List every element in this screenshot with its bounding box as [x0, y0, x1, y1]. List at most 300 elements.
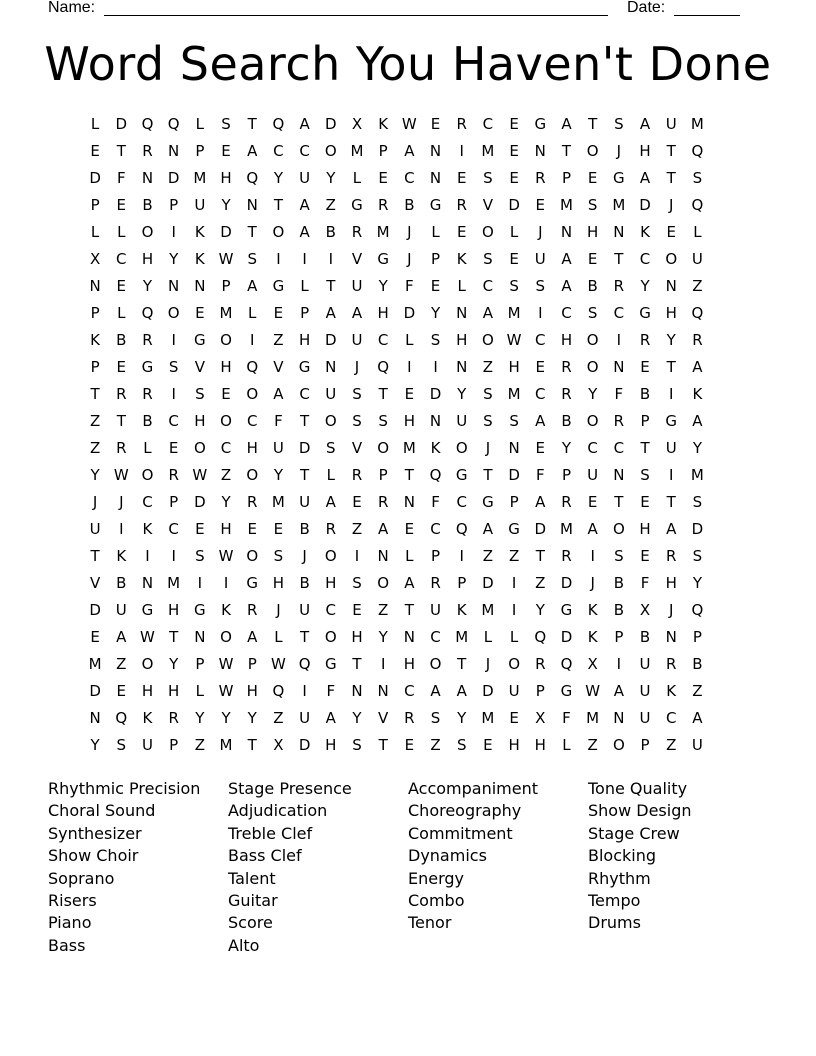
word-item: Combo [408, 890, 465, 910]
grid-letter: M [481, 709, 495, 727]
grid-letter: K [116, 547, 127, 565]
grid-letter: H [351, 628, 363, 646]
grid-letter: D [89, 169, 101, 187]
grid-letter: M [586, 709, 600, 727]
grid-letter: K [587, 601, 598, 619]
grid-letter: I [302, 250, 307, 268]
grid-letter: K [194, 250, 205, 268]
grid-letter: E [430, 115, 441, 133]
grid-letter: I [197, 574, 203, 592]
grid-letter: G [482, 493, 494, 511]
grid-letter: D [691, 520, 704, 538]
grid-letter: O [246, 385, 259, 403]
word-item: Risers [48, 890, 97, 910]
grid-row [82, 381, 711, 408]
puzzle-title: Word Search You Haven't Done [44, 37, 772, 91]
grid-letter: L [117, 304, 126, 322]
grid-letter: L [483, 628, 493, 646]
grid-letter: R [351, 223, 363, 241]
grid-letter: Z [482, 358, 494, 376]
grid-letter: B [639, 385, 651, 403]
grid-letter: N [665, 628, 677, 646]
grid-letter: W [506, 331, 522, 349]
grid-letter: A [587, 520, 598, 538]
grid-letter: G [324, 655, 337, 673]
grid-letter: C [482, 277, 494, 295]
grid-letter: S [483, 412, 493, 430]
grid-letter: H [141, 682, 154, 700]
grid-letter: Y [588, 385, 598, 403]
grid-letter: T [535, 547, 545, 565]
grid-letter: S [430, 709, 441, 727]
word-item: Accompaniment [408, 779, 539, 798]
grid-letter: E [195, 520, 205, 538]
grid-letter: Y [666, 331, 676, 349]
grid-letter: O [586, 412, 599, 430]
grid-letter: L [352, 169, 362, 187]
grid-letter: Q [560, 655, 573, 673]
grid-letter: K [194, 223, 205, 241]
grid-letter: D [403, 304, 416, 322]
grid-letter: J [590, 574, 595, 592]
grid-letter: T [169, 628, 179, 646]
grid-letter: A [639, 115, 651, 133]
grid-row [82, 138, 711, 165]
grid-letter: S [352, 574, 362, 592]
grid-row [82, 111, 711, 138]
grid-letter: B [142, 412, 153, 430]
grid-letter: Q [534, 628, 547, 646]
grid-letter: C [430, 628, 441, 646]
grid-letter: U [325, 385, 337, 403]
grid-letter: Q [115, 709, 128, 727]
grid-letter: W [401, 115, 417, 133]
grid-letter: X [535, 709, 546, 727]
grid-letter: S [430, 331, 441, 349]
grid-letter: V [194, 358, 205, 376]
grid-letter: E [640, 358, 650, 376]
grid-letter: Y [221, 709, 231, 727]
grid-letter: N [429, 169, 442, 187]
grid-letter: Z [351, 520, 363, 538]
grid-letter: M [455, 628, 469, 646]
grid-letter: N [403, 628, 415, 646]
grid-letter: Z [430, 736, 441, 754]
grid-letter: A [692, 358, 703, 376]
word-item: Treble Clef [228, 823, 313, 843]
grid-letter: O [272, 223, 285, 241]
grid-letter: D [482, 574, 494, 592]
word-item: Bass Clef [228, 846, 302, 866]
grid-letter: L [143, 439, 152, 457]
grid-letter: P [561, 466, 571, 484]
grid-letter: G [508, 520, 520, 538]
grid-row [82, 678, 711, 705]
grid-letter: Z [692, 277, 703, 295]
word-list-column [48, 778, 228, 957]
grid-letter: F [326, 682, 336, 700]
grid-letter: O [586, 331, 599, 349]
grid-letter: U [89, 520, 101, 538]
grid-letter: G [639, 304, 651, 322]
grid-letter: D [534, 520, 547, 538]
grid-letter: F [535, 466, 545, 484]
grid-letter: S [116, 736, 127, 754]
grid-letter: D [325, 331, 337, 349]
grid-letter: C [325, 601, 337, 619]
grid-letter: C [377, 331, 389, 349]
grid-letter: R [351, 466, 363, 484]
grid-letter: E [456, 169, 467, 187]
grid-letter: H [534, 736, 546, 754]
grid-letter: E [247, 520, 257, 538]
grid-letter: P [90, 196, 100, 214]
word-item: Piano [48, 913, 92, 933]
grid-letter: L [90, 223, 100, 241]
grid-letter: A [456, 682, 467, 700]
grid-letter: Q [272, 682, 285, 700]
grid-letter: E [273, 520, 284, 538]
grid-letter: G [194, 331, 206, 349]
date-line [674, 15, 740, 16]
grid-letter: P [431, 547, 441, 565]
grid-letter: E [352, 493, 362, 511]
grid-letter: Q [691, 304, 704, 322]
grid-letter: O [220, 412, 232, 430]
grid-letter: Q [246, 169, 259, 187]
grid-letter: R [247, 493, 258, 511]
grid-letter: A [613, 682, 624, 700]
grid-letter: T [457, 655, 467, 673]
grid-letter: A [325, 304, 336, 322]
grid-letter: M [350, 142, 364, 160]
grid-letter: Y [457, 709, 467, 727]
grid-letter: P [247, 655, 257, 673]
grid-letter: O [377, 574, 390, 592]
grid-letter: I [171, 547, 176, 565]
grid-letter: C [273, 142, 284, 160]
grid-letter: C [665, 709, 677, 727]
grid-letter: R [613, 277, 625, 295]
grid-letter: C [482, 115, 494, 133]
grid-letter: S [195, 385, 205, 403]
grid-letter: C [404, 169, 415, 187]
grid-letter: P [457, 574, 467, 592]
grid-letter: R [325, 520, 336, 538]
grid-letter: J [354, 358, 360, 376]
grid-letter: I [171, 223, 176, 241]
grid-row [82, 624, 711, 651]
grid-letter: E [483, 736, 493, 754]
grid-letter: T [116, 142, 126, 160]
grid-letter: M [481, 601, 495, 619]
grid-letter: X [89, 250, 101, 268]
grid-letter: K [90, 331, 101, 349]
grid-letter: C [535, 331, 546, 349]
grid-letter: K [142, 709, 153, 727]
grid-letter: T [116, 412, 126, 430]
grid-letter: S [352, 412, 362, 430]
grid-letter: S [352, 385, 362, 403]
grid-letter: R [561, 547, 572, 565]
grid-letter: C [613, 439, 625, 457]
grid-letter: U [351, 277, 363, 295]
grid-letter: E [90, 628, 100, 646]
grid-letter: U [272, 439, 284, 457]
grid-letter: U [299, 169, 311, 187]
grid-letter: Y [169, 655, 179, 673]
grid-letter: Q [377, 358, 390, 376]
grid-letter: I [380, 655, 386, 673]
grid-row [82, 651, 711, 678]
grid-letter: J [485, 655, 491, 673]
grid-letter: J [616, 142, 622, 160]
name-line [104, 15, 608, 16]
grid-letter: L [562, 736, 571, 754]
grid-letter: P [169, 736, 179, 754]
grid-letter: G [272, 277, 285, 295]
grid-letter: Q [246, 358, 259, 376]
grid-row [82, 408, 711, 435]
grid-row [82, 543, 711, 570]
grid-letter: O [141, 223, 154, 241]
word-item: Guitar [228, 890, 278, 910]
grid-letter: D [220, 223, 232, 241]
grid-letter: R [168, 709, 179, 727]
grid-letter: X [587, 655, 598, 673]
grid-letter: P [90, 304, 100, 322]
word-item: Choreography [408, 801, 522, 821]
grid-letter: P [561, 169, 571, 187]
grid-letter: H [403, 655, 415, 673]
grid-letter: H [298, 331, 311, 349]
grid-letter: L [117, 223, 126, 241]
grid-letter: F [431, 493, 440, 511]
grid-letter: G [194, 601, 206, 619]
grid-letter: T [666, 358, 676, 376]
grid-letter: V [89, 574, 101, 592]
grid-letter: T [300, 466, 310, 484]
grid-letter: M [612, 196, 626, 214]
grid-letter: G [560, 682, 573, 700]
grid-letter: A [325, 493, 336, 511]
grid-letter: L [195, 682, 205, 700]
grid-letter: R [377, 493, 389, 511]
grid-letter: N [613, 466, 625, 484]
grid-letter: V [378, 709, 389, 727]
grid-letter: A [561, 250, 572, 268]
grid-letter: U [299, 601, 311, 619]
grid-letter: I [171, 331, 176, 349]
grid-letter: Q [691, 601, 704, 619]
grid-letter: D [115, 115, 128, 133]
grid-row [82, 489, 711, 516]
grid-letter: H [272, 574, 285, 592]
grid-letter: O [324, 412, 337, 430]
grid-letter: I [302, 682, 307, 700]
grid-letter: V [351, 250, 363, 268]
grid-letter: H [508, 736, 520, 754]
grid-letter: D [325, 115, 337, 133]
grid-letter: S [326, 439, 336, 457]
grid-row [82, 165, 711, 192]
grid-letter: I [511, 574, 517, 592]
grid-letter: A [404, 142, 415, 160]
word-list-column [408, 778, 588, 957]
grid-letter: B [116, 331, 127, 349]
grid-letter: O [429, 655, 442, 673]
grid-letter: Y [378, 628, 388, 646]
grid-letter: U [351, 331, 363, 349]
grid-letter: N [168, 142, 180, 160]
grid-letter: T [378, 736, 388, 754]
grid-letter: U [508, 682, 520, 700]
grid-letter: D [89, 601, 101, 619]
grid-letter: S [352, 736, 362, 754]
grid-letter: A [561, 277, 572, 295]
grid-letter: U [639, 655, 651, 673]
grid-letter: W [218, 682, 234, 700]
grid-row [82, 327, 711, 354]
grid-letter: R [404, 709, 415, 727]
grid-letter: D [508, 466, 520, 484]
grid-letter: C [299, 385, 310, 403]
grid-letter: U [456, 412, 468, 430]
grid-letter: G [298, 358, 311, 376]
grid-letter: M [402, 439, 416, 457]
grid-letter: I [590, 547, 595, 565]
grid-letter: N [534, 142, 546, 160]
grid-letter: V [482, 196, 494, 214]
grid-letter: L [431, 223, 440, 241]
grid-letter: O [193, 439, 206, 457]
grid-letter: H [377, 304, 389, 322]
grid-letter: A [482, 304, 494, 322]
grid-letter: L [248, 304, 257, 322]
grid-letter: H [456, 331, 468, 349]
grid-letter: S [509, 277, 519, 295]
grid-letter: B [587, 277, 598, 295]
grid-letter: D [482, 682, 494, 700]
grid-letter: C [220, 439, 232, 457]
grid-letter: A [299, 223, 310, 241]
grid-letter: Y [326, 169, 336, 187]
grid-letter: R [561, 385, 572, 403]
grid-letter: M [690, 115, 704, 133]
grid-letter: H [325, 736, 337, 754]
grid-letter: Q [455, 520, 468, 538]
grid-letter: C [142, 493, 153, 511]
word-item: Stage Crew [588, 823, 680, 843]
grid-letter: H [639, 520, 651, 538]
word-item: Tempo [588, 890, 641, 910]
grid-letter: A [351, 304, 363, 322]
grid-letter: S [692, 547, 703, 565]
grid-letter: O [665, 250, 678, 268]
grid-letter: P [195, 655, 205, 673]
grid-letter: L [693, 223, 702, 241]
grid-letter: S [692, 493, 703, 511]
grid-letter: E [640, 547, 650, 565]
grid-letter: H [246, 439, 258, 457]
grid-letter: Z [116, 655, 127, 673]
grid-letter: C [456, 493, 467, 511]
grid-letter: O [324, 142, 337, 160]
grid-letter: O [482, 223, 494, 241]
grid-letter: J [407, 223, 412, 241]
grid-letter: H [560, 331, 573, 349]
grid-letter: S [509, 412, 519, 430]
grid-letter: R [142, 142, 153, 160]
grid-letter: S [692, 169, 703, 187]
grid-letter: T [300, 628, 310, 646]
grid-letter: H [141, 250, 154, 268]
grid-letter: U [691, 250, 703, 268]
grid-row [82, 246, 711, 273]
grid-letter: V [351, 439, 363, 457]
grid-letter: R [430, 574, 441, 592]
grid-letter: N [89, 709, 101, 727]
grid-letter: J [302, 547, 307, 565]
name-label: Name: [48, 0, 96, 16]
grid-letter: P [300, 304, 310, 322]
grid-letter: L [195, 115, 205, 133]
grid-letter: D [89, 682, 101, 700]
grid-letter: C [299, 142, 310, 160]
grid-letter: T [640, 439, 650, 457]
grid-letter: G [141, 358, 154, 376]
word-item: Drums [588, 913, 641, 933]
grid-letter: O [246, 547, 259, 565]
grid-letter: S [195, 547, 205, 565]
grid-letter: N [560, 223, 573, 241]
grid-letter: S [221, 115, 231, 133]
grid-letter: S [273, 547, 284, 565]
grid-letter: Y [195, 709, 205, 727]
grid-letter: Z [194, 736, 205, 754]
grid-letter: A [247, 277, 258, 295]
grid-letter: G [613, 169, 625, 187]
grid-letter: Q [272, 115, 285, 133]
grid-letter: H [639, 142, 651, 160]
grid-letter: B [613, 574, 624, 592]
word-item: Tenor [408, 913, 452, 933]
grid-letter: N [194, 277, 206, 295]
word-list-column [588, 778, 768, 957]
grid-letter: N [351, 682, 363, 700]
grid-letter: A [404, 574, 415, 592]
grid-letter: T [352, 655, 362, 673]
grid-letter: I [171, 385, 176, 403]
grid-letter: T [404, 466, 414, 484]
grid-letter: Y [90, 736, 100, 754]
grid-letter: M [167, 574, 181, 592]
grid-letter: X [273, 736, 284, 754]
grid-letter: U [587, 466, 599, 484]
grid-row [82, 516, 711, 543]
grid-row [82, 219, 711, 246]
grid-row [82, 354, 711, 381]
grid-letter: T [666, 493, 676, 511]
word-list-column [228, 778, 408, 957]
grid-letter: Z [325, 196, 336, 214]
grid-letter: E [509, 115, 519, 133]
grid-letter: U [299, 709, 311, 727]
grid-letter: G [429, 196, 442, 214]
grid-letter: S [378, 412, 388, 430]
grid-letter: P [509, 493, 519, 511]
grid-letter: H [665, 574, 677, 592]
